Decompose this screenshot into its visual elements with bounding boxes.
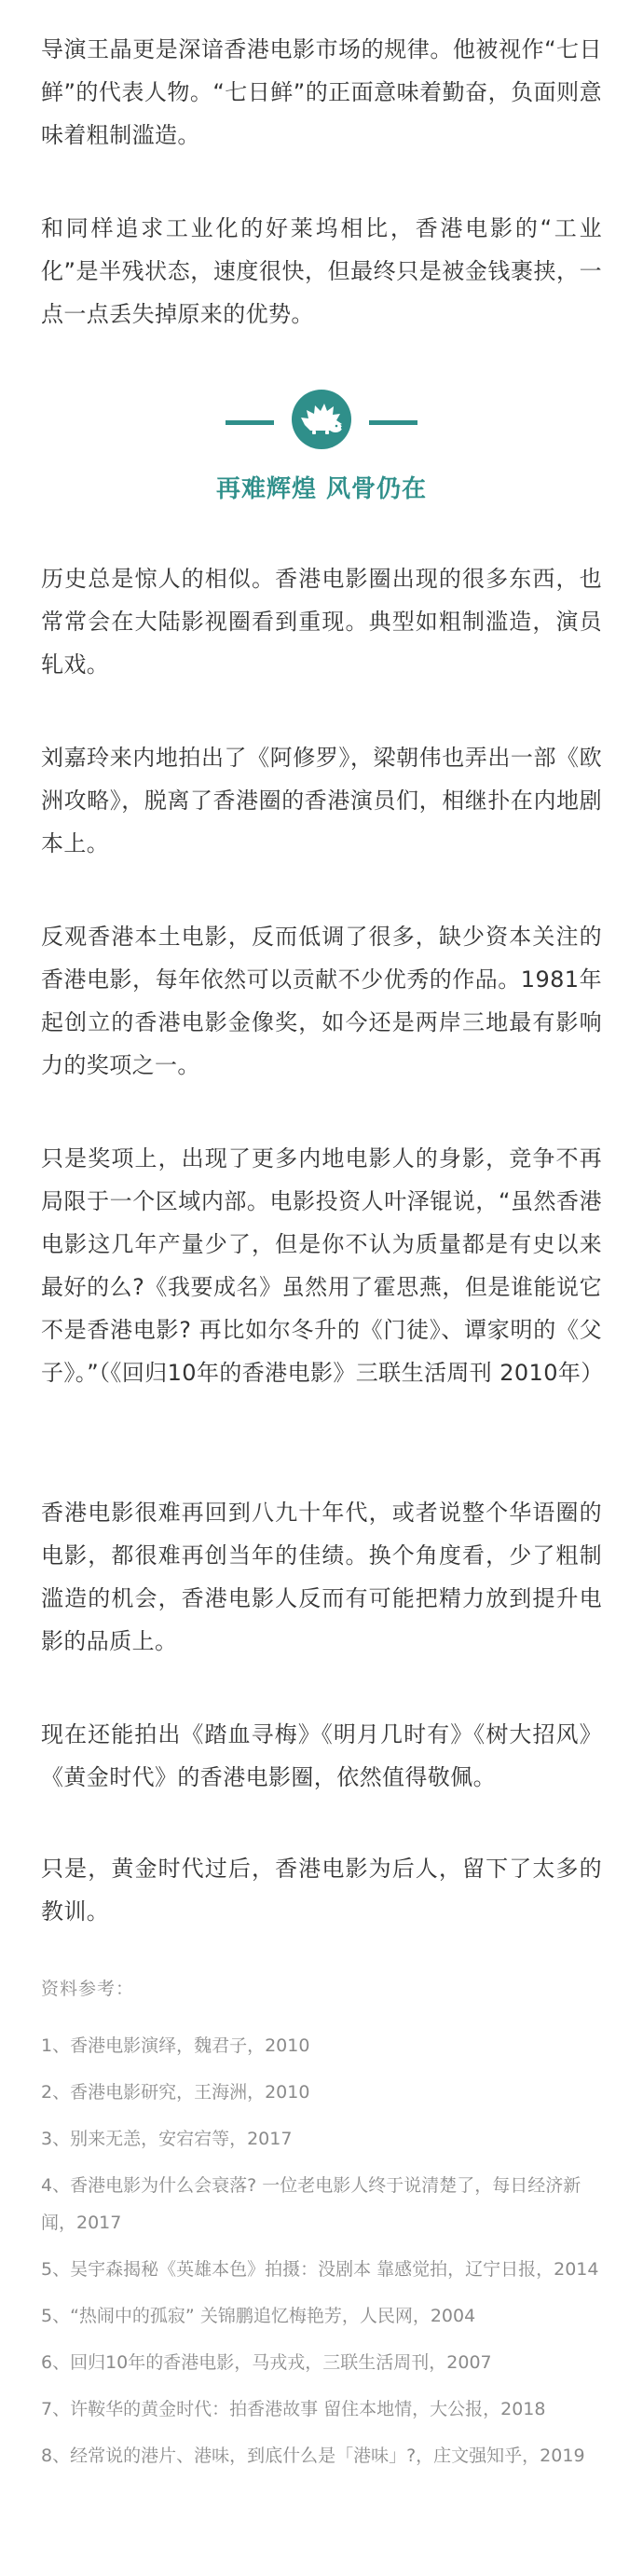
references-heading: 资料参考：: [41, 1979, 135, 1999]
paragraph-intro-1: 导演王晶更是深谙香港电影市场的规律。他被视作“七日鲜”的代表人物。“七日鲜”的正面意味着勤奋，负面则意味着粗制滥造。: [41, 36, 602, 148]
paragraph-1: 历史总是惊人的相似。香港电影圈出现的很多东西，也常常会在大陆影视圈看到重现。典型如粗制滥造，演员轧戏。: [41, 566, 602, 678]
hedgehog-icon: [292, 390, 351, 449]
reference-item: 1、香港电影演绎，魏君子，2010: [41, 2035, 310, 2056]
reference-item: 8、经常说的港片、港味，到底什么是「港味」?，庄文强知乎，2019: [41, 2446, 585, 2466]
reference-item: 2、香港电影研究，王海洲，2010: [41, 2082, 310, 2103]
paragraph-2: 刘嘉玲来内地拍出了《阿修罗》，梁朝伟也弄出一部《欧洲攻略》，脱离了香港圈的香港演员们，相继扑在内地剧本上。: [41, 745, 602, 856]
reference-item: 5、吴宇森揭秘《英雄本色》拍摄：没剧本 靠感觉拍，辽宁日报，2014: [41, 2259, 599, 2280]
reference-item: 3、别来无恙，安宕宕等，2017: [41, 2129, 293, 2149]
references-list: [41, 2027, 606, 2484]
paragraph-6: 现在还能拍出《踏血寻梅》《明月几时有》《树大招风》《黄金时代》的香港电影圈，依然值得敬佩。: [41, 1721, 602, 1790]
paragraph-3: 反观香港本土电影，反而低调了很多，缺少资本关注的香港电影，每年依然可以贡献不少优秀的作品。1981年起创立的香港电影金像奖，如今还是两岸三地最有影响力的奖项之一。: [41, 924, 602, 1078]
paragraph-7: 只是，黄金时代过后，香港电影为后人，留下了太多的教训。: [41, 1856, 602, 1925]
reference-item: 6、回归10年的香港电影，马戎戎，三联生活周刊，2007: [41, 2352, 492, 2373]
reference-item: 7、许鞍华的黄金时代：拍香港故事 留住本地情，大公报，2018: [41, 2399, 546, 2419]
reference-item: 5、“热闹中的孤寂” 关锦鹏追忆梅艳芳，人民网，2004: [41, 2306, 476, 2326]
paragraph-intro-2: 和同样追求工业化的好莱坞相比，香港电影的“工业化”是半残状态，速度很快，但最终只是被金钱裹挟，一点一点丢失掉原来的优势。: [41, 215, 602, 327]
divider-bar-right: [369, 420, 417, 425]
reference-item: 4、香港电影为什么会衰落? 一位老电影人终于说清楚了，每日经济新闻，2017: [41, 2175, 581, 2233]
section-title: 再难辉煌 风骨仍在: [215, 475, 428, 503]
paragraph-5: 香港电影很难再回到八九十年代，或者说整个华语圈的电影，都很难再创当年的佳绩。换个角度看，少了粗制滥造的机会，香港电影人反而有可能把精力放到提升电影的品质上。: [41, 1500, 602, 1654]
section-divider: [0, 390, 643, 455]
paragraph-4: 只是奖项上，出现了更多内地电影人的身影，竞争不再局限于一个区域内部。电影投资人叶泽锟说，“虽然香港电影这几年产量少了，但是你不认为质量都是有史以来最好的么?《我要成名》虽然用了霍思燕，但是谁能说它不是香港电影? 再比如尔冬升的《门徒》、谭家明的《父子》。”（《回归10年的香港电影》三联生活周刊 2010年）: [41, 1145, 604, 1386]
divider-bar-left: [226, 420, 274, 425]
